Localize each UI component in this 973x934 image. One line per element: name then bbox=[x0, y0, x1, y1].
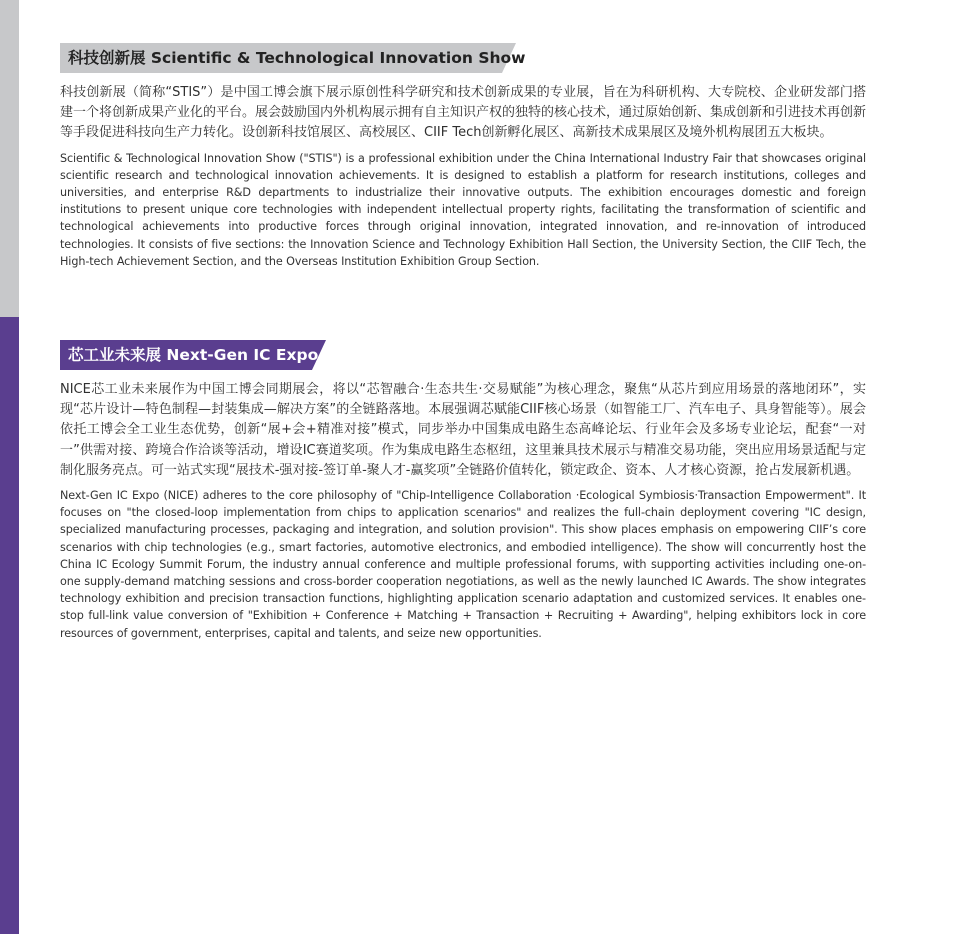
section-stis bbox=[60, 43, 866, 270]
english-paragraph: Scientific & Technological Innovation Show ("STIS") is a professional exhibition under the China International Industry Fair that showcases original scientific research and technological innovation achievements. It is designed to establish a platform for research institutions, colleges and universities, and enterprise R&D departments to industrialize their innovative outputs. The exhibition encourages domestic and foreign institutions to present unique core technologies with independent intellectual property rights, facilitating the transformation of scientific and technological achievements into productive forces through original innovation, integrated innovation, and re-innovation of introduced technologies. It consists of five sections: the Innovation Science and Technology Exhibition Hall Section, the University Section, the CIIF Tech, the High-tech Achievement Section, and the Overseas Institution Exhibition Group Section. bbox=[60, 151, 866, 268]
side-accent-bar-grey bbox=[0, 0, 19, 317]
section-title: 科技创新展 Scientific & Technological Innovation Show bbox=[68, 49, 526, 67]
section-banner bbox=[60, 43, 866, 73]
side-accent-bar-purple bbox=[0, 317, 19, 934]
section-banner bbox=[60, 340, 866, 370]
english-paragraph: Next-Gen IC Expo (NICE) adheres to the core philosophy of "Chip-Intelligence Collaboration ·Ecological Symbiosis·Transaction Empowerment". It focuses on "the closed-loop implementation from chips to application scenarios" and realizes the full-chain deployment covering "IC design, specialized manufacturing processes, packaging and integration, and solution provision". This show places emphasis on empowering CIIF’s core scenarios with chip technologies (e.g., smart factories, automotive electronics, and embodied intelligence). The show will concurrently host the China IC Ecology Summit Forum, the industry annual conference and multiple professional forums, with supporting activities including one-on-one supply-demand matching sessions and cross-border cooperation negotiations, as well as the newly launched IC Awards. The show integrates technology exhibition and precision transaction functions, highlighting application scenario adaptation and customized services. It enables one-stop full-link value conversion of "Exhibition + Conference + Matching + Transaction + Recruiting + Awarding", helping exhibitors lock in core resources of government, enterprises, capital and talents, and seize new opportunities. bbox=[60, 489, 866, 640]
chinese-paragraph: 科技创新展（简称“STIS”）是中国工博会旗下展示原创性科学研究和技术创新成果的专业展，旨在为科研机构、大专院校、企业研发部门搭建一个将创新成果产业化的平台。展会鼓励国内外机构展示拥有自主知识产权的独特的核心技术，通过原始创新、集成创新和引进技术再创新等手段促进科技向生产力转化。设创新科技馆展区、高校展区、CIIF Tech创新孵化展区、高新技术成果展区及境外机构展团五大板块。 bbox=[60, 85, 867, 141]
section-nice bbox=[60, 340, 866, 642]
section-title: 芯工业未来展 Next-Gen IC Expo bbox=[68, 346, 319, 364]
chinese-paragraph: NICE芯工业未来展作为中国工博会同期展会，将以“芯智融合·生态共生·交易赋能”为核心理念，聚焦“从芯片到应用场景的落地闭环”，实现“芯片设计—特色制程—封装集成—解决方案”的全链路落地。本展强调芯赋能CIIF核心场景（如智能工厂、汽车电子、具身智能等）。展会依托工博会全工业生态优势，创新“展+会+精准对接”模式，同步举办中国集成电路生态高峰论坛、行业年会及多场专业论坛，配套“一对一”供需对接、跨境合作洽谈等活动，增设IC赛道奖项。作为集成电路生态枢纽，这里兼具技术展示与精准交易功能，突出应用场景适配与定制化服务亮点。可一站式实现“展技术-强对接-签订单-聚人才-赢奖项”全链路价值转化，锁定政企、资本、人才核心资源，抢占发展新机遇。 bbox=[60, 382, 866, 478]
